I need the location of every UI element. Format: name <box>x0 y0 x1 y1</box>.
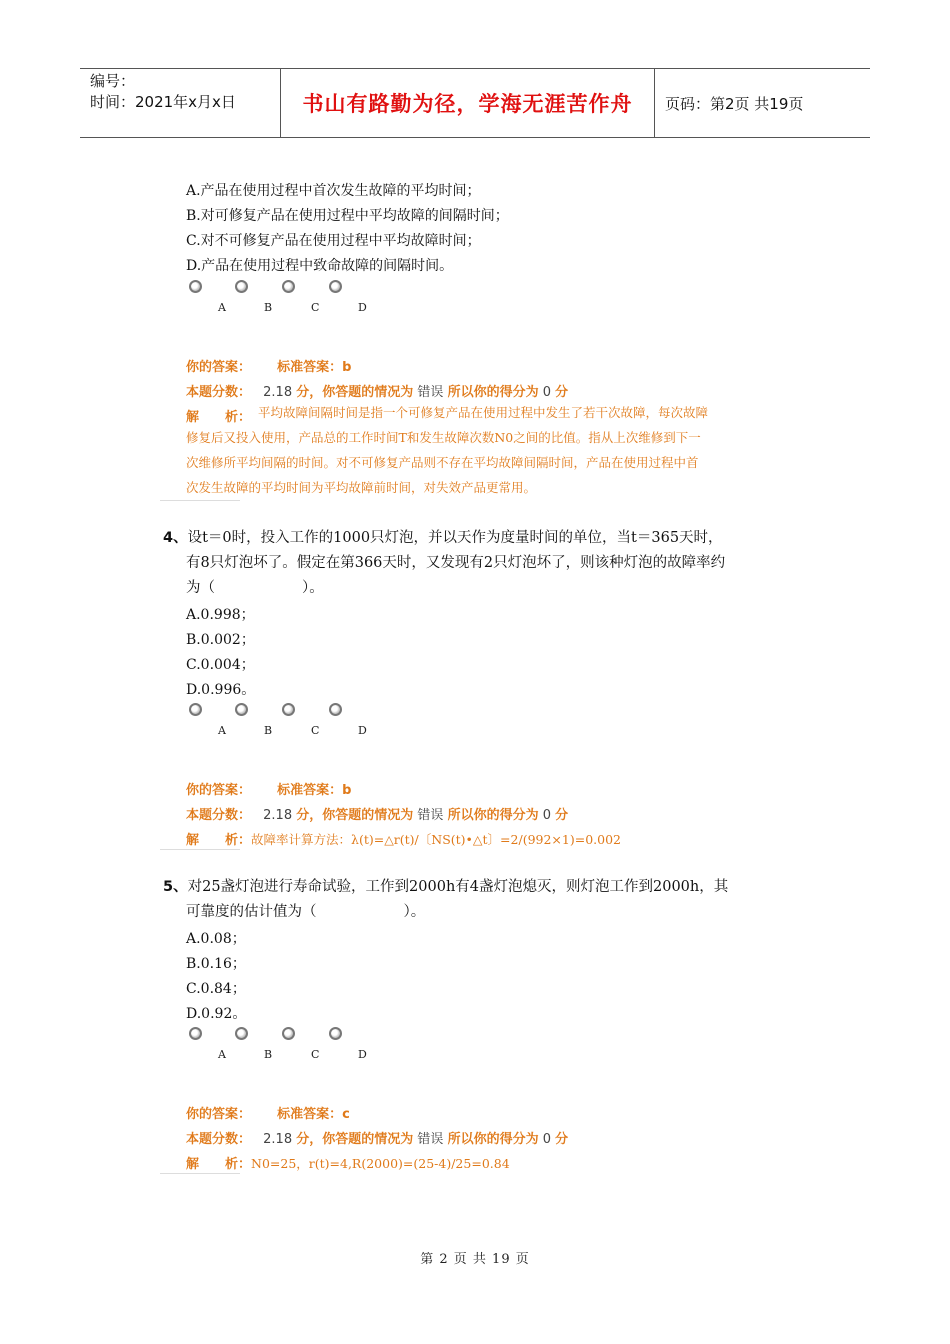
q5-option-a: A.0.08； <box>186 931 246 947</box>
q4-radio-label-a: A <box>218 724 226 737</box>
q5-std-answer-label: 标准答案： <box>277 1107 343 1122</box>
q3-option-d: D.产品在使用过程中致命故障的间隔时间。 <box>186 258 454 274</box>
q4-score-label: 本题分数： <box>186 808 252 823</box>
q3-explanation-line: 次发生故障的平均时间为平均故障前时间，对失效产品更常用。 <box>186 480 537 495</box>
q4-std-answer-label: 标准答案： <box>277 783 343 798</box>
q4-radio-label-c: C <box>311 724 320 737</box>
q5-number: 5、 <box>163 879 188 895</box>
q4-got-unit: 分 <box>555 808 569 823</box>
q5-score-mid: 分，你答题的情况为 <box>296 1132 414 1147</box>
q3-expl-label-text: 解 析： <box>186 410 252 425</box>
header-page-info: 页码：第2页 共19页 <box>665 94 804 113</box>
header-meta <box>80 69 281 137</box>
q5-your-answer-label: 你的答案： <box>186 1107 252 1122</box>
q5-radio-label-c: C <box>311 1048 320 1061</box>
q4-radio-d[interactable] <box>329 703 342 716</box>
q4-score-value: 2.18 <box>263 808 293 823</box>
q3-radio-group <box>187 280 387 314</box>
q4-explanation: 故障率计算方法：λ(t)=△r(t)/〔NS(t)•△t〕=2/(992×1)=0.002 <box>251 832 621 847</box>
q5-score-label: 本题分数： <box>186 1132 252 1147</box>
q5-answer-line <box>186 1103 350 1122</box>
q4-answer-line <box>186 779 351 798</box>
q4-radio-group <box>187 703 387 737</box>
q3-explanation <box>258 400 798 425</box>
q5-stem-line: 可靠度的估计值为（ ）。 <box>186 904 426 920</box>
q3-divider <box>160 500 240 501</box>
q4-radio-c[interactable] <box>282 703 295 716</box>
q5-radio-c[interactable] <box>282 1027 295 1040</box>
q3-score-value: 2.18 <box>263 385 293 400</box>
q5-got-unit: 分 <box>555 1132 569 1147</box>
q3-explanation-line: 修复后又投入使用，产品总的工作时间T和发生故障次数N0之间的比值。指从上次维修到下一 <box>186 430 701 445</box>
page-footer: 第 2 页 共 19 页 <box>420 1252 530 1267</box>
q3-got-value: 0 <box>542 385 551 400</box>
q3-explanation-line: 次维修所平均间隔的时间。对不可修复产品则不存在平均故障间隔时间，产品在使用过程中首 <box>186 455 699 470</box>
q5-radio-a[interactable] <box>189 1027 202 1040</box>
q5-std-answer: c <box>342 1107 350 1122</box>
q4-std-answer: b <box>342 783 352 798</box>
q5-radio-label-a: A <box>218 1048 226 1061</box>
q5-radio-label-d: D <box>358 1048 367 1061</box>
q4-got-label: 所以你的得分为 <box>447 808 539 823</box>
q4-option-c: C.0.004； <box>186 657 255 673</box>
q3-score-mid: 分，你答题的情况为 <box>296 385 414 400</box>
q4-stem-line: 为（ ）。 <box>186 580 324 596</box>
q5-score-value: 2.18 <box>263 1132 293 1147</box>
q4-expl-label: 解 析： <box>186 833 252 848</box>
q5-radio-label-b: B <box>264 1048 273 1061</box>
q3-radio-a[interactable] <box>189 280 202 293</box>
q5-divider <box>160 1173 240 1174</box>
q3-score-line <box>186 381 568 400</box>
q3-answer-line <box>186 356 351 375</box>
q3-radio-label-d: D <box>358 301 367 314</box>
q4-your-answer-label: 你的答案： <box>186 783 252 798</box>
q4-stem-line: 设t＝0时，投入工作的1000只灯泡，并以天作为度量时间的单位，当t＝365天时， <box>187 530 723 546</box>
q5-score-line <box>186 1128 568 1147</box>
q3-got-unit: 分 <box>555 385 569 400</box>
q5-radio-b[interactable] <box>235 1027 248 1040</box>
q3-std-answer: b <box>342 360 352 375</box>
q3-radio-label-c: C <box>311 301 320 314</box>
q4-divider <box>160 849 240 850</box>
q4-radio-label-b: B <box>264 724 273 737</box>
q5-explanation: N0=25，r(t)=4,R(2000)=(25-4)/25=0.84 <box>251 1156 510 1171</box>
q5-stem-line: 对25盏灯泡进行寿命试验，工作到2000h有4盏灯泡熄灭，则灯泡工作到2000h，其 <box>187 879 729 895</box>
q3-radio-d[interactable] <box>329 280 342 293</box>
q3-option-c: C.对不可修复产品在使用过程中平均故障时间； <box>186 233 481 249</box>
q3-got-label: 所以你的得分为 <box>447 385 539 400</box>
q5-expl-label: 解 析： <box>186 1157 252 1172</box>
q4-stem <box>163 526 793 601</box>
q3-radio-label-a: A <box>218 301 226 314</box>
q4-option-b: B.0.002； <box>186 632 255 648</box>
time-label: 时间：2021年x月x日 <box>90 93 236 111</box>
q4-radio-label-d: D <box>358 724 367 737</box>
q4-expl-line <box>186 829 621 848</box>
q5-expl-line <box>186 1153 510 1172</box>
q3-your-answer-label: 你的答案： <box>186 360 252 375</box>
q5-radio-d[interactable] <box>329 1027 342 1040</box>
header-motto: 书山有路勤为径，学海无涯苦作舟 <box>281 69 655 137</box>
q3-radio-b[interactable] <box>235 280 248 293</box>
number-label: 编号： <box>90 72 136 90</box>
q4-status: 错误 <box>417 808 444 823</box>
q4-got-value: 0 <box>542 808 551 823</box>
q4-stem-line: 有8只灯泡坏了。假定在第366天时，又发现有2只灯泡坏了，则该种灯泡的故障率约 <box>186 555 726 571</box>
q4-radio-b[interactable] <box>235 703 248 716</box>
q5-option-d: D.0.92。 <box>186 1006 247 1022</box>
q3-radio-c[interactable] <box>282 280 295 293</box>
q3-expl-label <box>186 406 251 425</box>
q3-explanation-cont <box>186 425 786 500</box>
q3-radio-label-b: B <box>264 301 273 314</box>
q4-number: 4、 <box>163 530 188 546</box>
q4-option-a: A.0.998； <box>186 607 255 623</box>
q4-score-mid: 分，你答题的情况为 <box>296 808 414 823</box>
q3-score-label: 本题分数： <box>186 385 252 400</box>
q3-std-answer-label: 标准答案： <box>277 360 343 375</box>
q5-option-b: B.0.16； <box>186 956 246 972</box>
q5-option-c: C.0.84； <box>186 981 246 997</box>
q4-option-d: D.0.996。 <box>186 682 256 698</box>
q3-status: 错误 <box>417 385 444 400</box>
q4-score-line <box>186 804 568 823</box>
page-header <box>80 68 870 138</box>
q5-got-label: 所以你的得分为 <box>447 1132 539 1147</box>
q4-radio-a[interactable] <box>189 703 202 716</box>
q5-got-value: 0 <box>542 1132 551 1147</box>
q3-option-a: A.产品在使用过程中首次发生故障的平均时间； <box>186 183 481 199</box>
q3-option-b: B.对可修复产品在使用过程中平均故障的间隔时间； <box>186 208 509 224</box>
q3-explanation-line: 平均故障间隔时间是指一个可修复产品在使用过程中发生了若干次故障，每次故障 <box>258 405 709 420</box>
q5-stem <box>163 875 793 925</box>
q5-radio-group <box>187 1027 387 1061</box>
q5-status: 错误 <box>417 1132 444 1147</box>
